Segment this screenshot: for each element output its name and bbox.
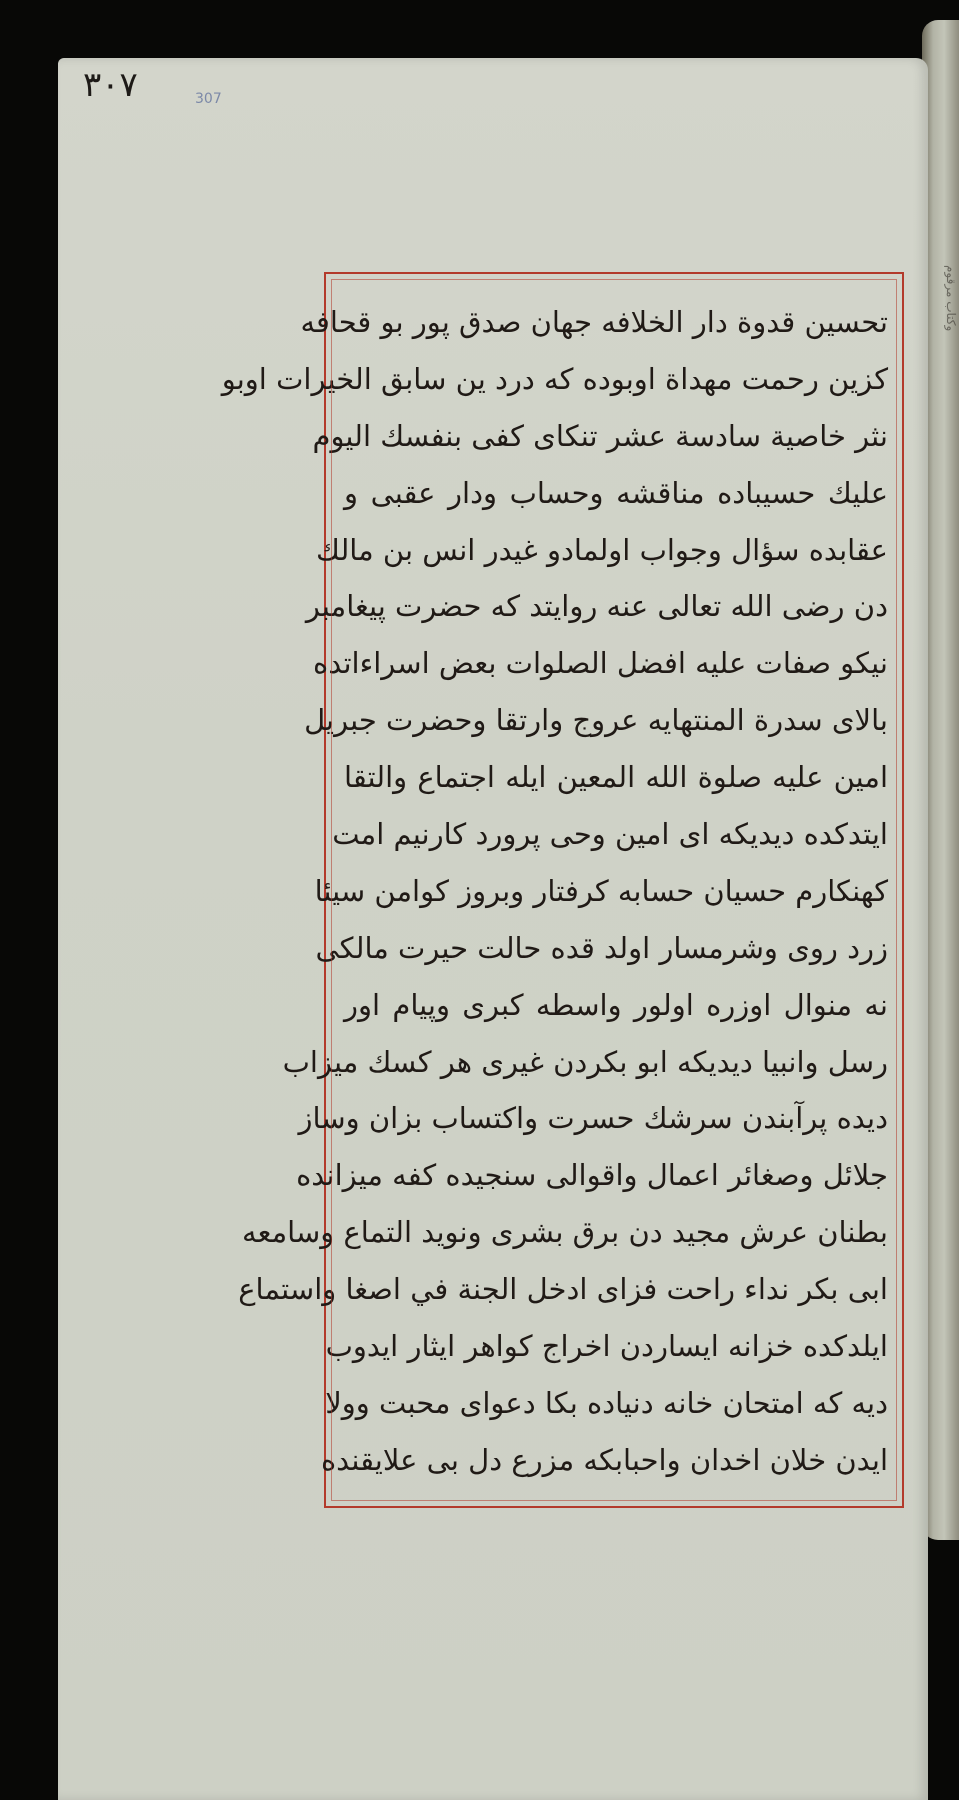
text-frame xyxy=(221,272,904,1508)
text-line: نثر خاصية سادسة عشر تنكاى كفى بنفسك اليوم xyxy=(312,418,888,453)
text-line: نيكو صفات عليه افضل الصلوات بعض اسراءاتده xyxy=(313,646,888,681)
text-line: كهنكارم حسيان حسابه كرفتار وبروز كوامن سيئا xyxy=(314,873,888,908)
text-line: ديده پرآبندن سرشك حسرت واكتساب بزان وساز xyxy=(298,1101,888,1136)
text-line: بالاى سدرة المنتهايه عروج وارتقا وحضرت جبريل xyxy=(304,703,888,738)
text-line: عقابده سؤال وجواب اولمادو غيدر انس بن مالك xyxy=(316,532,888,567)
text-line: رسل وانبيا ديديكه ابو بكردن غيرى هر كسك ميزاب xyxy=(282,1044,888,1079)
text-line: ابى بكر نداء راحت فزاى ادخل الجنة في اصغا واستماع xyxy=(238,1272,888,1307)
text-line: ايلدكده خزانه ايساردن اخراج كواهر ايثار ايدوب xyxy=(325,1329,888,1364)
text-line: ديه كه امتحان خانه دنياده بكا دعواى محبت وولا xyxy=(325,1385,888,1420)
text-line: عليك حسيباده مناقشه وحساب ودار عقبى و xyxy=(344,475,888,510)
text-line: ايدن خلان اخدان واحبابكه مزرع دل بى علايقنده xyxy=(320,1442,888,1477)
text-line: نه منوال اوزره اولور واسطه كبرى وپيام اور xyxy=(344,987,888,1022)
folio-number: ٣٠٧ xyxy=(83,65,138,105)
text-line: دن رضى الله تعالى عنه روايتد كه حضرت پيغامبر xyxy=(305,589,888,624)
text-line: بطنان عرش مجيد دن برق بشرى ونويد التماع وسامعه xyxy=(242,1215,888,1250)
text-line: زرد روى وشرمسار اولد قده حالت حيرت مالكى xyxy=(315,930,888,965)
facing-page-margin-text: وكتاب مرقوم xyxy=(944,265,958,332)
pencil-page-number: 307 xyxy=(195,91,222,107)
text-line: كزين رحمت مهداة اوبوده كه درد ين سابق الخيرات اوبو xyxy=(221,361,888,396)
text-line: تحسين قدوة دار الخلافه جهان صدق پور بو قحافه xyxy=(300,305,888,339)
text-line: جلائل وصغائر اعمال واقوالى سنجيده كفه ميزانده xyxy=(296,1158,888,1193)
text-block xyxy=(221,294,888,1489)
text-line: ايتدكده ديديكه اى امين وحى پرورد كارنيم امت xyxy=(332,817,888,852)
text-line: امين عليه صلوة الله المعين ايله اجتماع والتقا xyxy=(344,760,888,795)
